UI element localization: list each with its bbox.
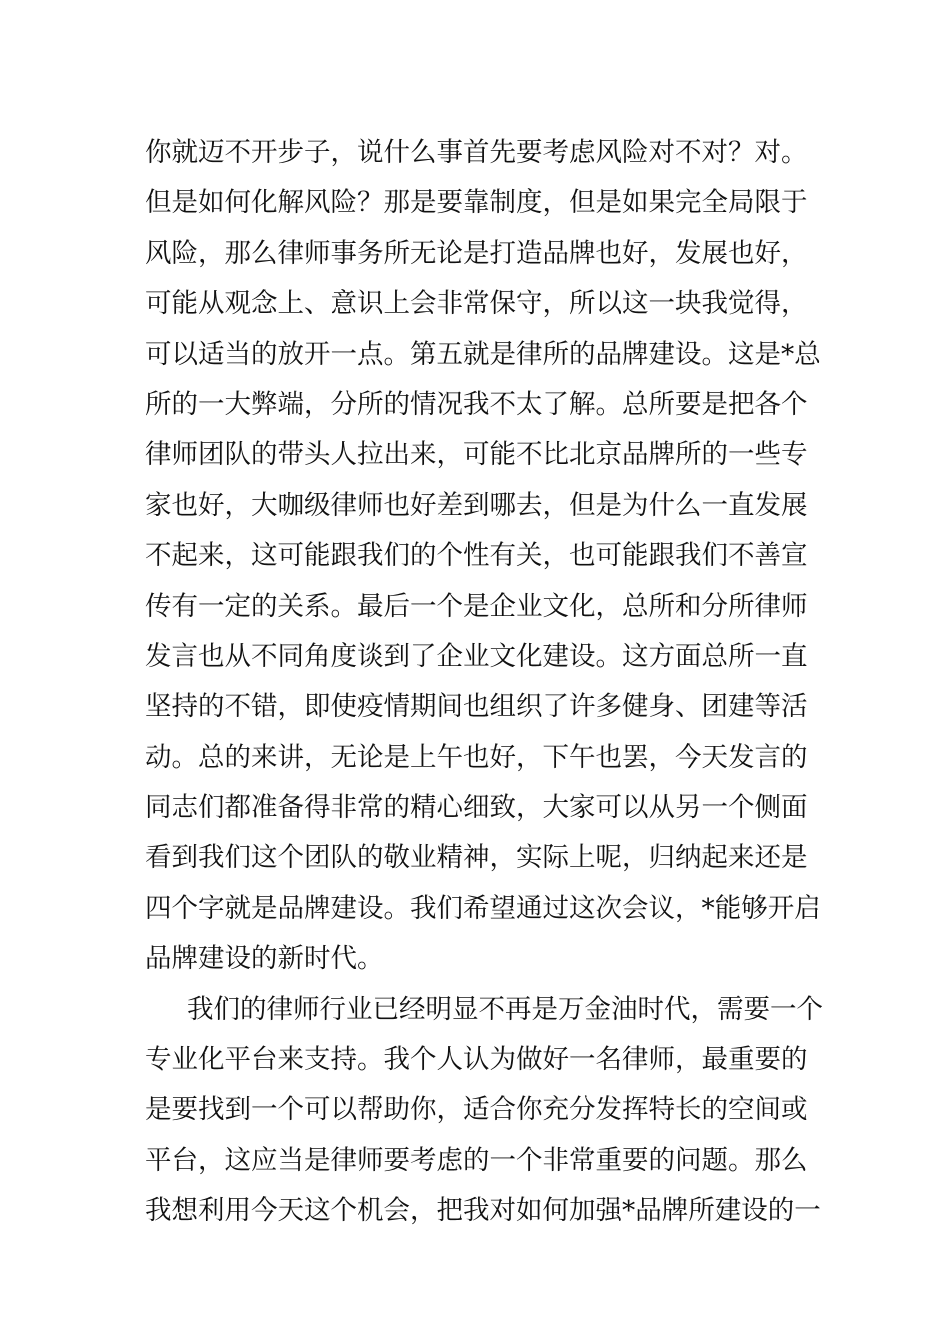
paragraph-2 xyxy=(145,985,825,1237)
text-line: 可以适当的放开一点。第五就是律所的品牌建设。这是*总 xyxy=(145,338,821,370)
text-line: 看到我们这个团队的敬业精神，实际上呢，归纳起来还是 xyxy=(145,842,808,874)
text-line: 是要找到一个可以帮助你，适合你充分发挥特长的空间或 xyxy=(145,1094,808,1126)
text-line: 不起来，这可能跟我们的个性有关，也可能跟我们不善宣 xyxy=(145,540,808,572)
text-line: 同志们都准备得非常的精心细致，大家可以从另一个侧面 xyxy=(145,792,808,824)
text-line: 我想利用今天这个机会，把我对如何加强*品牌所建设的一 xyxy=(145,1195,821,1227)
text-line: 品牌建设的新时代。 xyxy=(145,943,384,975)
text-line: 专业化平台来支持。我个人认为做好一名律师，最重要的 xyxy=(145,1044,808,1076)
text-line: 家也好，大咖级律师也好差到哪去，但是为什么一直发展 xyxy=(145,489,808,521)
text-line: 我们的律师行业已经明显不再是万金油时代，需要一个 xyxy=(187,993,823,1025)
text-line: 风险，那么律师事务所无论是打造品牌也好，发展也好， xyxy=(145,237,808,269)
text-line: 动。总的来讲，无论是上午也好，下午也罢，今天发言的 xyxy=(145,741,808,773)
text-line: 四个字就是品牌建设。我们希望通过这次会议，*能够开启 xyxy=(145,892,821,924)
text-line: 传有一定的关系。最后一个是企业文化，总所和分所律师 xyxy=(145,590,808,622)
text-line: 但是如何化解风险？那是要靠制度，但是如果完全局限于 xyxy=(145,187,808,219)
text-line: 坚持的不错，即使疫情期间也组织了许多健身、团建等活 xyxy=(145,691,808,723)
text-line: 发言也从不同角度谈到了企业文化建设。这方面总所一直 xyxy=(145,640,808,672)
text-line: 平台，这应当是律师要考虑的一个非常重要的问题。那么 xyxy=(145,1144,808,1176)
paragraph-1 xyxy=(145,128,825,985)
text-line: 可能从观念上、意识上会非常保守，所以这一块我觉得， xyxy=(145,288,808,320)
text-line: 所的一大弊端，分所的情况我不太了解。总所要是把各个 xyxy=(145,388,808,420)
text-line: 你就迈不开步子，说什么事首先要考虑风险对不对？对。 xyxy=(145,137,808,168)
text-line: 律师团队的带头人拉出来，可能不比北京品牌所的一些专 xyxy=(145,439,808,471)
body-text xyxy=(145,128,825,1237)
